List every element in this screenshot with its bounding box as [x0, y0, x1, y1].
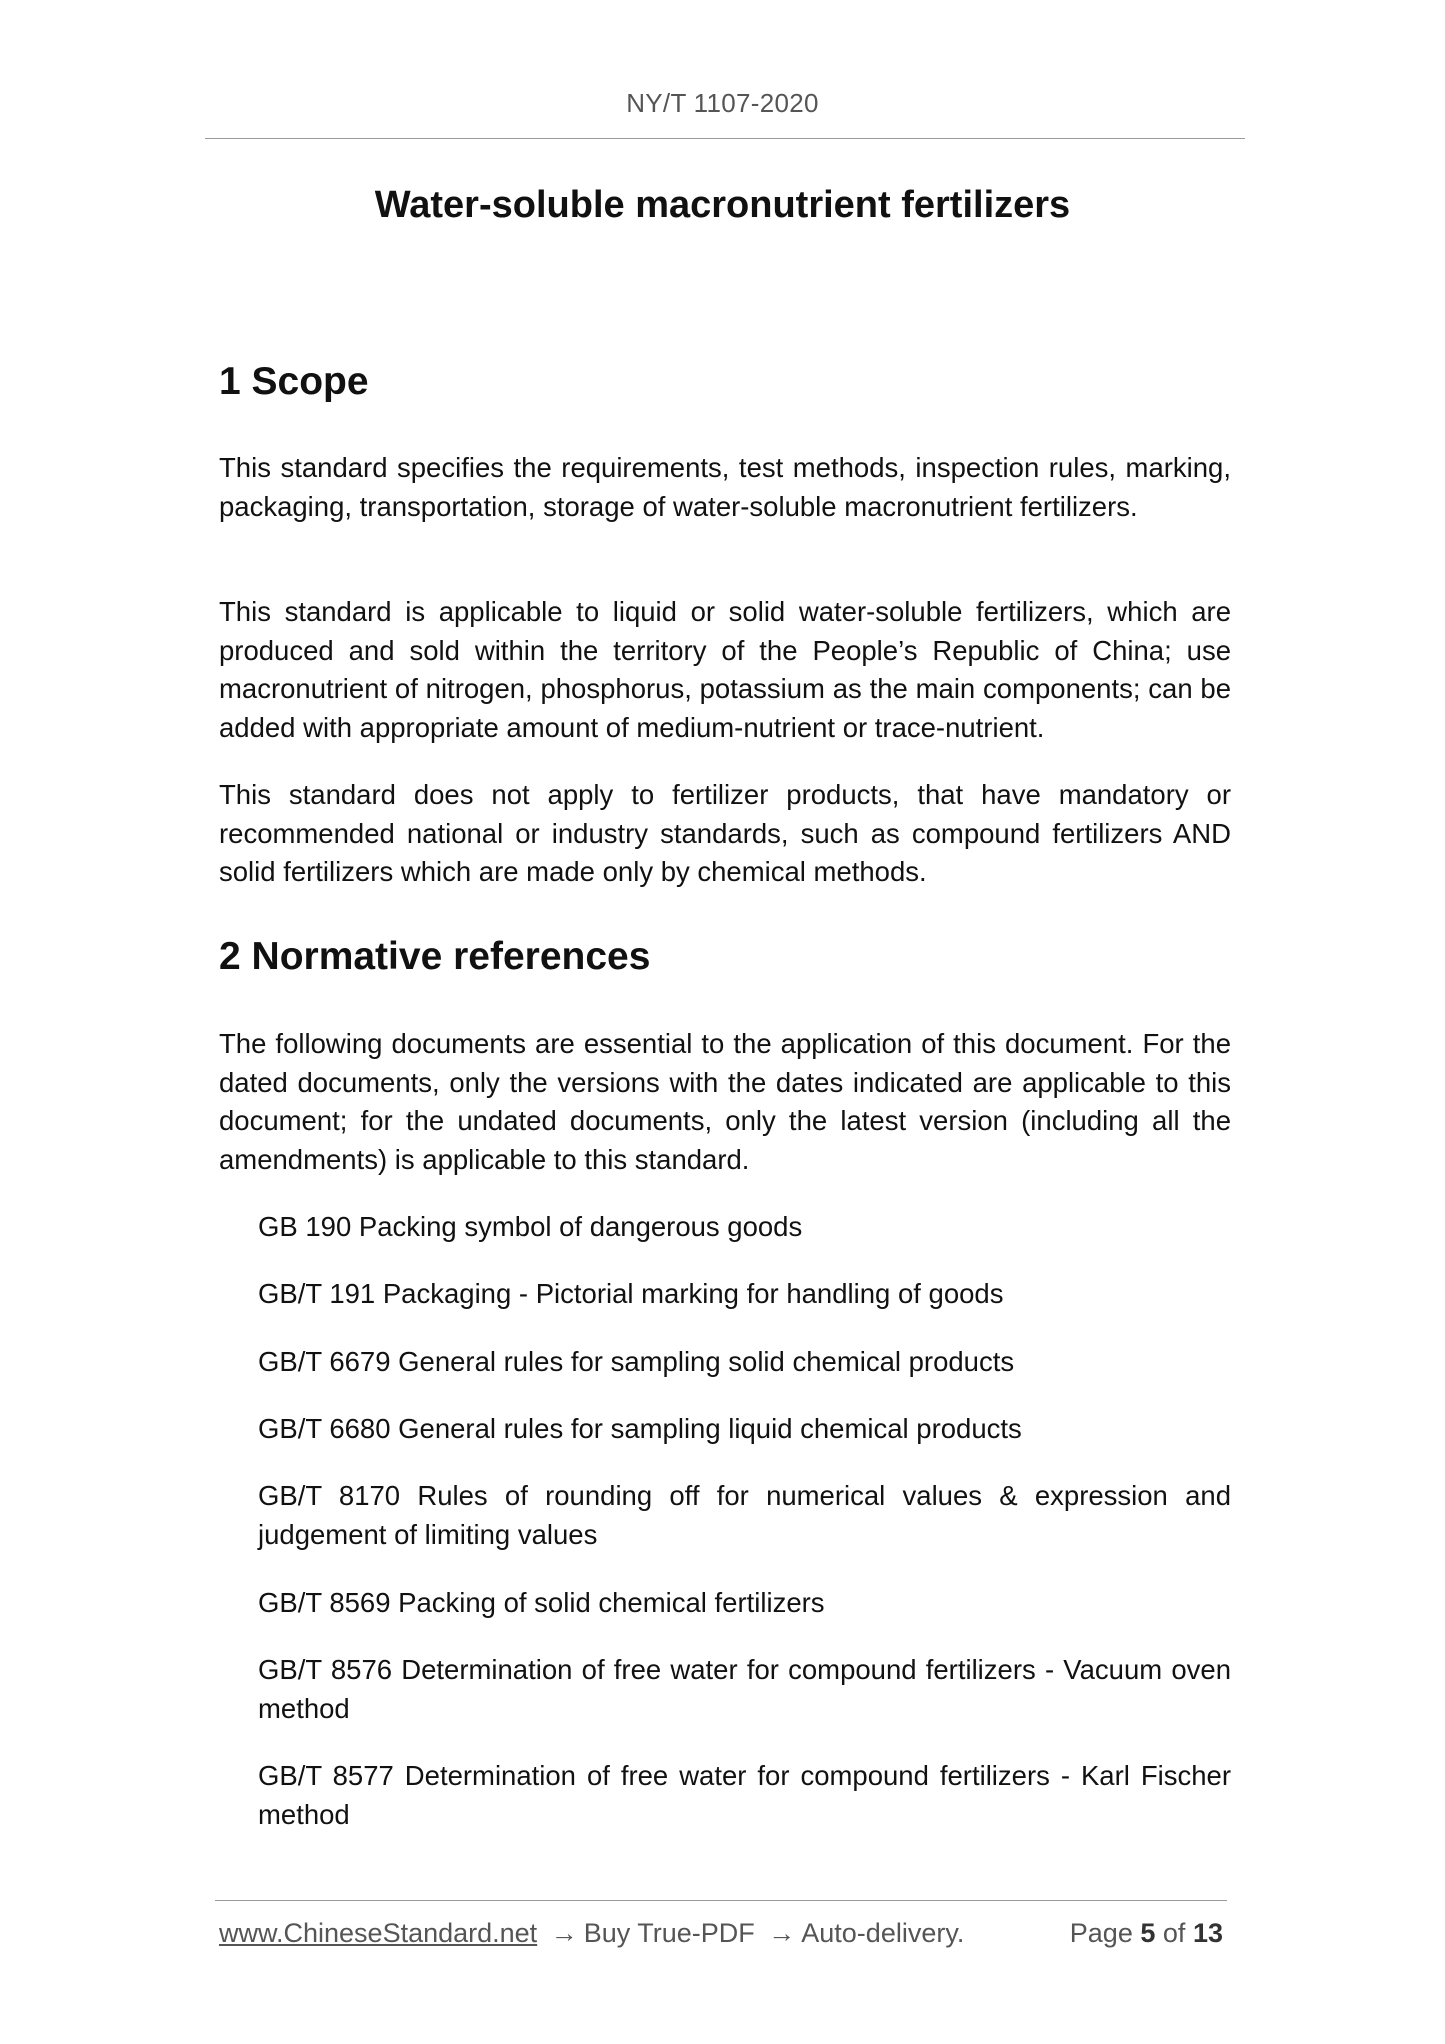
reference-item: GB 190 Packing symbol of dangerous goods: [258, 1211, 803, 1242]
scope-paragraph: This standard does not apply to fertilizer products, that have mandatory or recommended national or industry standards, such as compound fertilizers AND solid fertilizers which are made only by chemical methods.: [219, 779, 1231, 887]
document-title: Water-soluble macronutrient fertilizers: [374, 184, 1071, 226]
scope-paragraph: This standard is applicable to liquid or solid water-soluble fertilizers, which are produced and sold within the territory of the People’s Republic of China; use macronutrient of nitrogen, phosphorus, potassium as the main components; can be added with appropriate amount of medium-nutrient or trace-nutrient.: [219, 596, 1231, 743]
auto-delivery-text: Auto-delivery.: [801, 1918, 965, 1948]
reference-item: GB/T 6680 General rules for sampling liquid chemical products: [258, 1413, 1022, 1444]
page-indicator: [1070, 1918, 1223, 1949]
page-of-label: of: [1162, 1918, 1186, 1948]
buy-true-pdf-text: Buy True-PDF: [583, 1918, 755, 1948]
normative-intro-paragraph: The following documents are essential to the application of this document. For the dated documents, only the versions with the dates indicated are applicable to this document; for the undated documents, only the latest version (including all the amendments) is applicable to this standard.: [219, 1028, 1231, 1175]
chinesestandard-link[interactable]: www.ChineseStandard.net: [219, 1918, 538, 1948]
header-divider: [205, 138, 1245, 139]
scope-paragraph: This standard specifies the requirements, test methods, inspection rules, marking, packaging, transportation, storage of water-soluble macronutrient fertilizers.: [219, 452, 1231, 522]
reference-item: GB/T 6679 General rules for sampling solid chemical products: [258, 1346, 1015, 1377]
reference-item: GB/T 8170 Rules of rounding off for numerical values & expression and judgement of limiting values: [258, 1480, 1231, 1550]
total-pages-number: 13: [1192, 1918, 1223, 1948]
section-heading-normative-references: 2 Normative references: [219, 935, 651, 978]
current-page-number: 5: [1140, 1918, 1156, 1948]
page-label: Page: [1069, 1918, 1133, 1948]
header-doc-code: NY/T 1107-2020: [626, 88, 819, 118]
footer-divider: [215, 1900, 1227, 1901]
section-heading-scope: 1 Scope: [219, 360, 369, 403]
arrow-right-icon: →: [768, 1918, 796, 1948]
reference-item: GB/T 191 Packaging - Pictorial marking for handling of goods: [258, 1278, 1004, 1309]
reference-item: GB/T 8569 Packing of solid chemical fertilizers: [258, 1587, 825, 1618]
reference-item: GB/T 8577 Determination of free water for compound fertilizers - Karl Fischer method: [258, 1760, 1231, 1830]
reference-item: GB/T 8576 Determination of free water for compound fertilizers - Vacuum oven method: [258, 1654, 1231, 1724]
arrow-right-icon: →: [550, 1918, 578, 1948]
footer-promo: [219, 1918, 964, 1949]
